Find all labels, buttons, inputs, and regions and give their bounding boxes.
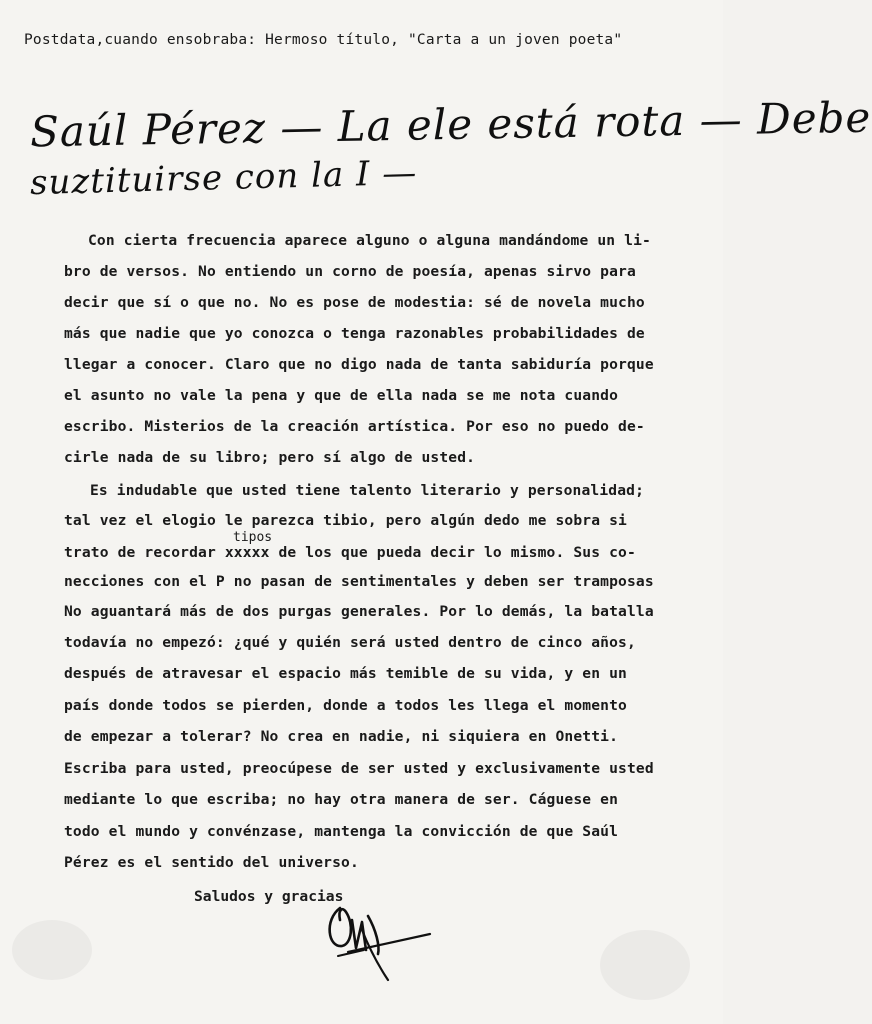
body-line: necciones con el P no pasan de sentimentales y deben ser tramposas [64,573,654,590]
closing-salutation: Saludos y gracias [194,888,344,905]
body-line: Escriba para usted, preocúpese de ser usted y exclusivamente usted [64,760,654,777]
body-line: Pérez es el sentido del universo. [64,854,359,871]
body-line: trato de recordar xxxxx de los que pueda decir lo mismo. Sus co- [64,544,636,561]
body-line: después de atravesar el espacio más temible de su vida, y en un [64,665,627,682]
body-line: de empezar a tolerar? No crea en nadie, ni siquiera en Onetti. [64,728,619,745]
body-line: todo el mundo y convénzase, mantenga la convicción de que Saúl [64,823,619,840]
body-line: más que nadie que yo conozca o tenga razonables probabilidades de [64,325,645,342]
body-line: Es indudable que usted tiene talento literario y personalidad; [90,482,645,499]
body-line: mediante lo que escriba; no hay otra manera de ser. Cáguese en [64,791,619,808]
handwritten-note-line-1: Saúl Pérez — La ele está rota — Debe [29,92,872,157]
body-line: país donde todos se pierden, donde a todos les llega el momento [64,697,627,714]
body-line: Con cierta frecuencia aparece alguno o alguna mandándome un li- [88,232,651,249]
paper-stain [600,930,690,1000]
body-line: cirle nada de su libro; pero sí algo de usted. [64,449,476,466]
paper-stain [12,920,92,980]
body-line: tal vez el elogio le parezca tibio, pero algún dedo me sobra si [64,512,627,529]
body-line: el asunto no vale la pena y que de ella nada se me nota cuando [64,387,619,404]
signature [318,890,438,985]
body-line: escribo. Misterios de la creación artística. Por eso no puedo de- [64,418,645,435]
body-line: decir que sí o que no. No es pose de modestia: sé de novela mucho [64,294,645,311]
postscript-line: Postdata,cuando ensobraba: Hermoso título, "Carta a un joven poeta" [24,32,623,48]
handwritten-note-line-2: suztituirse con la I — [29,152,418,204]
body-line: No aguantará más de dos purgas generales. Por lo demás, la batalla [64,603,654,620]
body-line: llegar a conocer. Claro que no digo nada de tanta sabiduría porque [64,356,654,373]
typed-insertion-word: tipos [233,530,273,545]
body-line: bro de versos. No entiendo un corno de poesía, apenas sirvo para [64,263,636,280]
body-line: todavía no empezó: ¿qué y quién será usted dentro de cinco años, [64,634,636,651]
